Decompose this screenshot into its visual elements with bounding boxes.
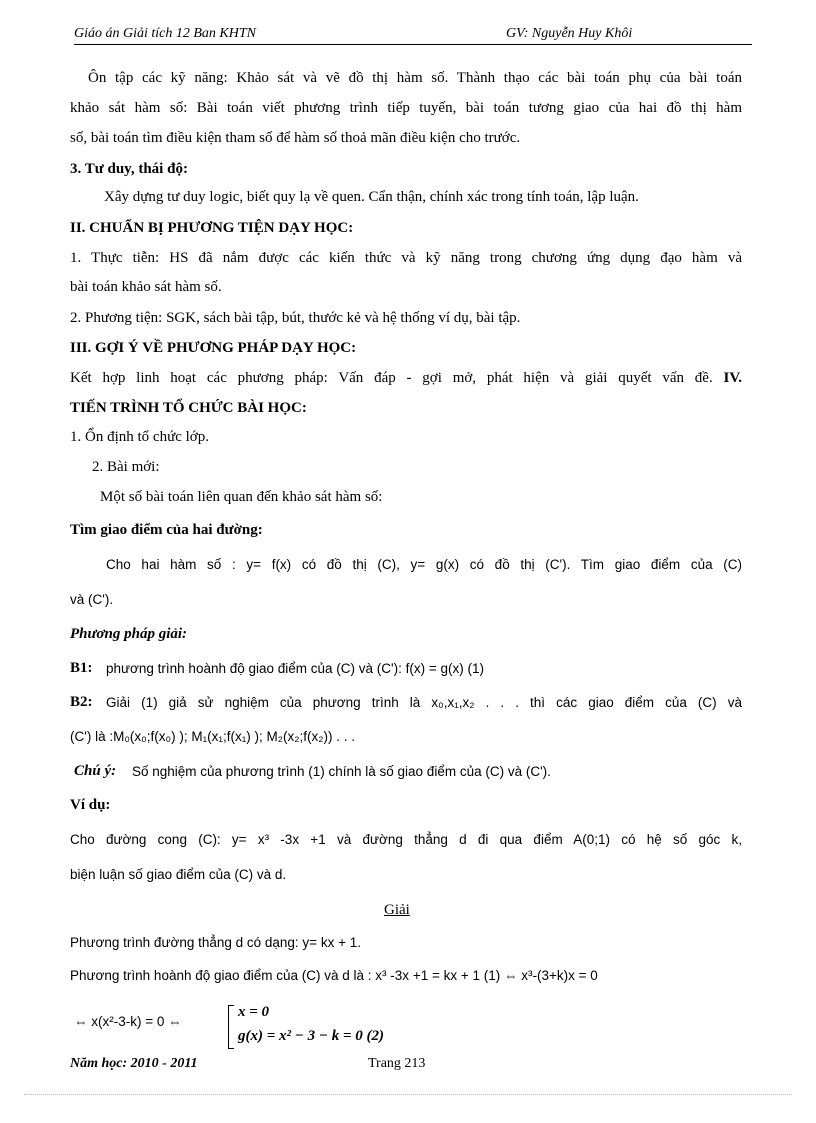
intersection-intro-2: và (C'). (70, 592, 114, 607)
step-b2-text-1: Giải (1) giả sử nghiệm của phương trình là x₀,x₁,x₂ . . . thì các giao điểm của (C) và (106, 695, 742, 710)
solution-line-3: ⇔ x(x²-3-k) = 0 ⇔ (74, 1014, 182, 1029)
heading-lesson-progress: TIẾN TRÌNH TỔ CHỨC BÀI HỌC: (70, 400, 307, 416)
footer-school-year: Năm học: 2010 - 2011 (70, 1056, 198, 1071)
objective-line-3: số, bài toán tìm điều kiện tham số để hàm số thoả mãn điều kiện cho trước. (70, 130, 521, 146)
objective-line-1: Ôn tập các kỹ năng: Khảo sát và vẽ đồ thị hàm số. Thành thạo các bài toán phụ của bài toán (88, 70, 742, 86)
equation-system (228, 1003, 428, 1051)
step-b1-label: B1: (70, 660, 93, 676)
example-line-1: Cho đường cong (C): y= x³ -3x +1 và đường thẳng d đi qua điểm A(0;1) có hệ số góc k, (70, 832, 742, 847)
preparation-tools: 2. Phương tiện: SGK, sách bài tập, bút, thước kẻ và hệ thống ví dụ, bài tập. (70, 310, 521, 326)
objective-line-2: khảo sát hàm số: Bài toán viết phương trình tiếp tuyến, bài toán tương giao của hai đồ thị hàm (70, 100, 742, 116)
solution-line-1: Phương trình đường thẳng d có dạng: y= kx + 1. (70, 935, 361, 950)
intersection-intro-1: Cho hai hàm số : y= f(x) có đồ thị (C), y= g(x) có đồ thị (C'). Tìm giao điểm của (C) (106, 557, 742, 572)
example-line-2: biện luận số giao điểm của (C) và d. (70, 867, 287, 882)
attitude-text: Xây dựng tư duy logic, biết quy lạ về quen. Cẩn thận, chính xác trong tính toán, lập luận. (104, 189, 639, 205)
system-bracket (228, 1005, 234, 1049)
system-equation-1: x = 0 (238, 1004, 270, 1020)
methods-text (70, 369, 742, 387)
roman-iv: IV. (723, 370, 743, 386)
page-header (74, 26, 752, 45)
step-b2-label: B2: (70, 694, 93, 710)
heading-methods: III. GỢI Ý VỀ PHƯƠNG PHÁP DẠY HỌC: (70, 340, 357, 356)
methods-sentence: Kết hợp linh hoạt các phương pháp: Vấn đáp - gợi mở, phát hiện và giải quyết vấn đề. (70, 370, 713, 386)
solution-line-2: Phương trình hoành độ giao điểm của (C) và d là : x³ -3x +1 = kx + 1 (1) ⇔ x³-(3+k)x = 0 (70, 968, 598, 983)
preparation-line-2: bài toán khảo sát hàm số. (70, 279, 222, 295)
heading-preparation: II. CHUẨN BỊ PHƯƠNG TIỆN DẠY HỌC: (70, 220, 354, 236)
solution-title: Giải (384, 902, 410, 918)
step-1: 1. Ổn định tổ chức lớp. (70, 429, 209, 445)
heading-intersection: Tìm giao điểm của hai đường: (70, 522, 263, 538)
step-2: 2. Bài mới: (92, 459, 160, 475)
footer-page-number: Trang 213 (368, 1056, 426, 1071)
heading-example: Ví dụ: (70, 797, 111, 813)
preparation-line-1: 1. Thực tiễn: HS đã nắm được các kiến thức và kỹ năng trong chương ứng dụng đạo hàm và (70, 250, 742, 266)
note-label: Chú ý: (74, 763, 117, 779)
heading-attitude: 3. Tư duy, thái độ: (70, 161, 188, 177)
step-b1-text: phương trình hoành độ giao điểm của (C) và (C'): f(x) = g(x) (1) (106, 661, 484, 676)
system-equation-2: g(x) = x² − 3 − k = 0 (2) (238, 1028, 385, 1044)
header-teacher: GV: Nguyễn Huy Khôi (506, 26, 633, 41)
heading-method: Phương pháp giải: (70, 626, 188, 642)
step-b2-text-2: (C') là :M₀(x₀;f(x₀) ); M₁(x₁;f(x₁) ); M₂(x₂;f(x₂)) . . . (70, 729, 355, 744)
step-3: Một số bài toán liên quan đến khảo sát hàm số: (100, 489, 383, 505)
note-text: Số nghiệm của phương trình (1) chính là số giao điểm của (C) và (C'). (132, 764, 551, 779)
header-course-title: Giáo án Giải tích 12 Ban KHTN (74, 26, 257, 41)
page-bottom-divider (24, 1094, 792, 1095)
